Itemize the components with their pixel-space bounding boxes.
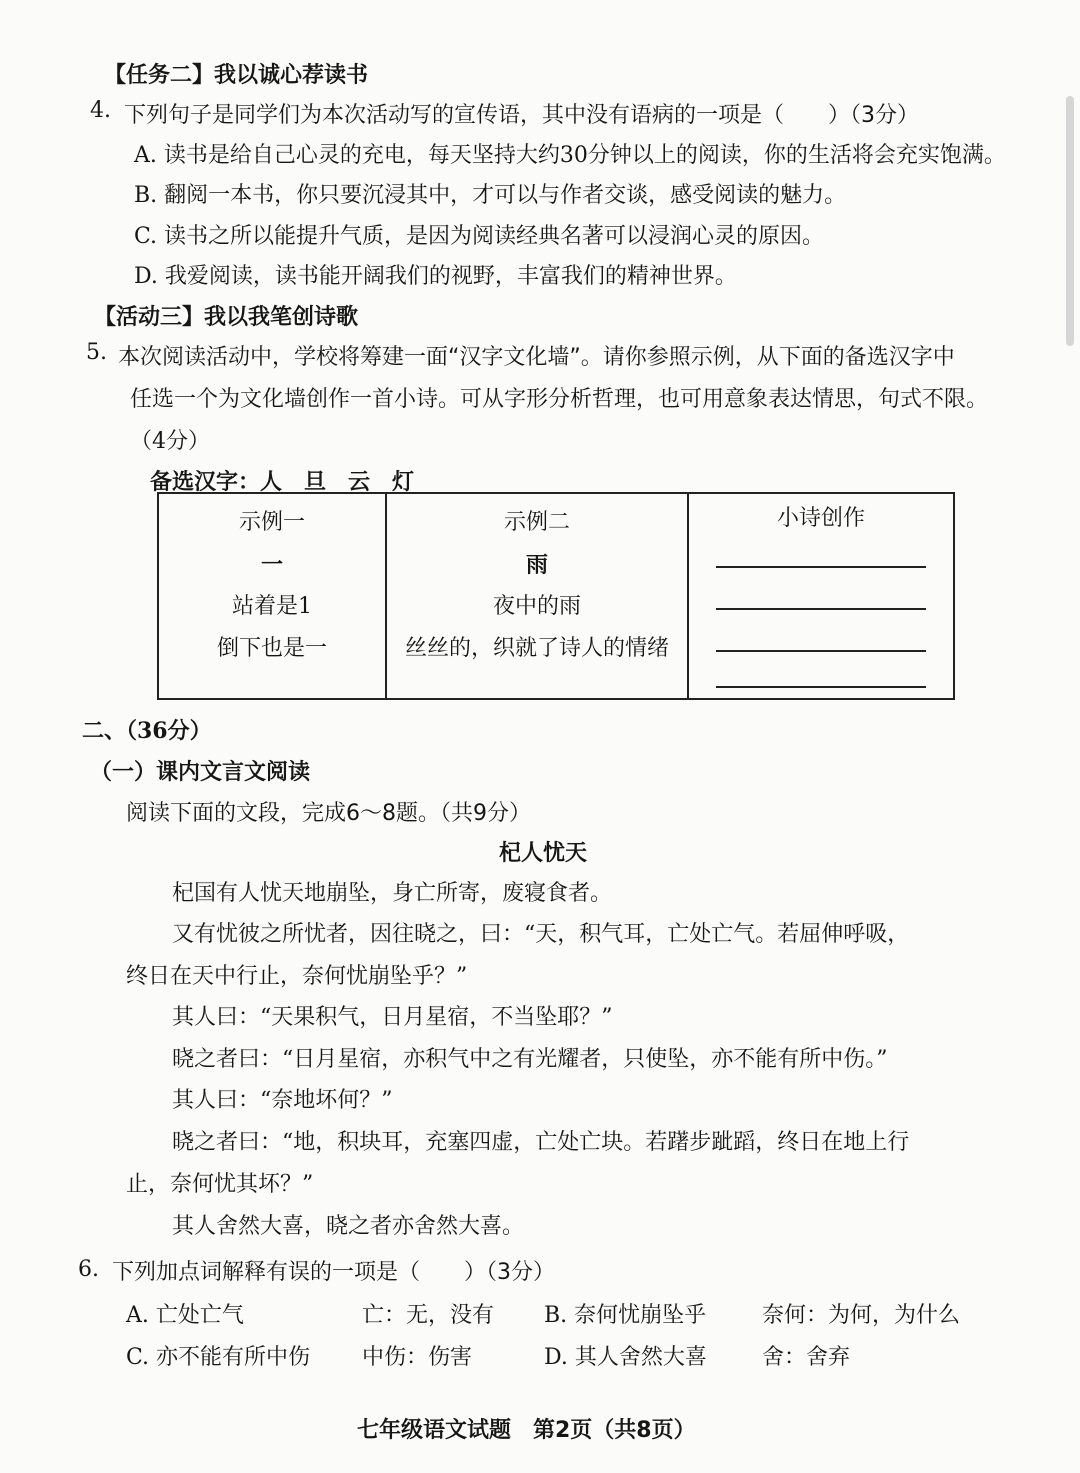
example-one-char: 一 xyxy=(260,552,283,578)
q4-option-b: B. 翻阅一本书，你只要沉浸其中，才可以与作者交谈，感受阅读的魅力。 xyxy=(134,183,847,208)
candidate-characters: 备选汉字：人 旦 云 灯 xyxy=(150,470,415,495)
q4-option-a: A. 读书是给自己心灵的充电，每天坚持大约30分钟以上的阅读，你的生活将会充实饱满。 xyxy=(134,143,1006,168)
passage-paragraph-1: 杞国有人忧天地崩坠，身亡所寄，废寝食者。 xyxy=(172,881,613,906)
example-two-header: 示例二 xyxy=(503,510,570,535)
task2-heading: 【任务二】我以诚心荐读书 xyxy=(104,63,369,88)
example-two-line2: 丝丝的，织就了诗人的情绪 xyxy=(404,636,669,661)
q4-stem: 下列句子是同学们为本次活动写的宣传语，其中没有语病的一项是（ ）（3分） xyxy=(124,103,919,128)
example-two-line1: 夜中的雨 xyxy=(492,594,581,619)
answer-blank-line[interactable] xyxy=(716,566,926,568)
q6-option-d-gloss: 舍：舍弃 xyxy=(762,1345,851,1370)
q6-option-a-phrase: A. 亡处亡气 xyxy=(126,1303,244,1328)
passage-title: 杞人忧天 xyxy=(499,841,588,866)
q4-number: 4. xyxy=(90,98,111,123)
q5-line1: 本次阅读活动中，学校将筹建一面“汉字文化墙”。请你参照示例，从下面的备选汉字中 xyxy=(118,345,955,370)
example-one-line1: 站着是1 xyxy=(232,594,312,619)
reading-instruction: 阅读下面的文段，完成6～8题。（共9分） xyxy=(126,801,531,826)
q6-option-c-phrase: C. 亦不能有所中伤 xyxy=(126,1345,311,1370)
q6-option-d-phrase: D. 其人舍然大喜 xyxy=(544,1345,707,1370)
answer-blank-line[interactable] xyxy=(716,650,926,652)
passage-paragraph-5: 其人曰：“奈地坏何？” xyxy=(172,1088,393,1113)
page-footer: 七年级语文试题 第2页（共8页） xyxy=(357,1418,696,1443)
poem-creation-cell xyxy=(688,493,954,699)
example-one-header: 示例一 xyxy=(238,510,305,535)
passage-paragraph-6b: 止，奈何忧其坏？” xyxy=(126,1172,314,1197)
example-one-line2: 倒下也是一 xyxy=(216,636,327,661)
q6-option-a-gloss: 亡：无，没有 xyxy=(362,1303,495,1328)
q6-number: 6. xyxy=(78,1257,99,1282)
passage-paragraph-7: 其人舍然大喜，晓之者亦舍然大喜。 xyxy=(172,1214,525,1239)
passage-paragraph-2b: 终日在天中行止，奈何忧崩坠乎？” xyxy=(126,964,468,989)
q4-option-c: C. 读书之所以能提升气质，是因为阅读经典名著可以浸润心灵的原因。 xyxy=(134,224,825,249)
q6-option-c-gloss: 中伤：伤害 xyxy=(362,1345,473,1370)
scrollbar[interactable] xyxy=(1066,96,1074,346)
answer-blank-line[interactable] xyxy=(716,686,926,688)
q6-option-b-gloss: 奈何：为何，为什么 xyxy=(762,1303,961,1328)
passage-paragraph-2a: 又有忧彼之所忧者，因往晓之，曰：“天，积气耳，亡处亡气。若屈伸呼吸， xyxy=(172,922,910,947)
answer-blank-line[interactable] xyxy=(716,608,926,610)
passage-paragraph-6a: 晓之者曰：“地，积块耳，充塞四虚，亡处亡块。若躇步跐蹈，终日在地上行 xyxy=(172,1130,910,1155)
q6-stem: 下列加点词解释有误的一项是（ ）（3分） xyxy=(112,1260,555,1285)
poem-creation-header: 小诗创作 xyxy=(776,506,865,531)
q5-score: （4分） xyxy=(130,429,210,454)
example-two-cell xyxy=(386,493,688,699)
part2-heading: 二、（36分） xyxy=(82,718,212,744)
poem-table xyxy=(157,492,955,700)
section1-heading: （一）课内文言文阅读 xyxy=(90,760,311,785)
q4-option-d: D. 我爱阅读，读书能开阔我们的视野，丰富我们的精神世界。 xyxy=(134,264,737,289)
q5-number: 5. xyxy=(86,340,107,365)
example-one-cell xyxy=(158,493,386,699)
passage-paragraph-3: 其人曰：“天果积气，日月星宿，不当坠耶？” xyxy=(172,1005,613,1030)
example-two-char: 雨 xyxy=(525,552,548,578)
passage-paragraph-4: 晓之者曰：“日月星宿，亦积气中之有光耀者，只使坠，亦不能有所中伤。” xyxy=(172,1047,888,1072)
q6-option-b-phrase: B. 奈何忧崩坠乎 xyxy=(544,1303,707,1328)
q5-line2: 任选一个为文化墙创作一首小诗。可从字形分析哲理，也可用意象表达情思，句式不限。 xyxy=(130,387,989,412)
activity3-heading: 【活动三】我以我笔创诗歌 xyxy=(94,305,359,330)
